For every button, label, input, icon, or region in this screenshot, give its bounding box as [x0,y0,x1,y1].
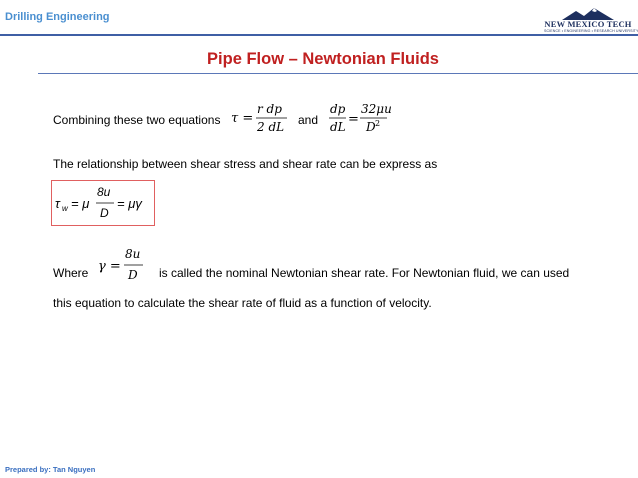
gamma-numerator: 8u [125,247,141,261]
shear-stress-equation [231,100,291,141]
shear-rate-equation [97,244,149,289]
tau-denominator: 2 dL [257,120,285,134]
course-label: Drilling Engineering [5,11,110,23]
tw-equals-mu: = μ [71,196,90,211]
header-rule [0,34,638,36]
logo-tagline: SCIENCE • ENGINEERING • RESEARCH UNIVERSITY [544,29,638,33]
title-rule [38,73,638,74]
tau-lhs: τ = [231,111,254,126]
university-logo [544,8,638,36]
dp-rhs-numerator: 32μu [361,102,392,116]
gamma-denominator: D [128,268,138,282]
tw-equals-mugamma: = μγ [117,196,142,211]
dp-denominator: dL [330,120,346,134]
tw-subscript: w [62,204,68,213]
slide-title: Pipe Flow – Newtonian Fluids [207,50,439,68]
prepared-by: Prepared by: Tan Nguyen [5,465,96,474]
dp-equals: = [348,112,359,127]
and-text: and [298,113,319,127]
gamma-lhs: γ = [98,259,121,274]
where-text: Where [53,266,89,280]
velocity-text: this equation to calculate the shear rate of fluid as a function of velocity. [53,296,432,310]
pressure-gradient-equation [328,100,392,141]
relationship-text: The relationship between shear stress and shear rate can be express as [53,157,438,171]
wall-shear-equation-box [51,180,155,226]
tw-lhs: τ [55,196,60,211]
tw-numerator: 8u [97,185,111,199]
combining-text: Combining these two equations [53,113,221,127]
dp-numerator: dp [330,102,346,116]
tw-denominator: D [100,206,109,220]
nominal-shear-text: is called the nominal Newtonian shear rate. For Newtonian fluid, we can used [159,266,570,280]
dp-rhs-exponent: 2 [375,119,381,128]
logo-name: NEW MEXICO TECH [544,19,632,29]
dp-rhs-denominator: D [366,120,376,134]
tau-numerator: r dp [257,102,282,116]
